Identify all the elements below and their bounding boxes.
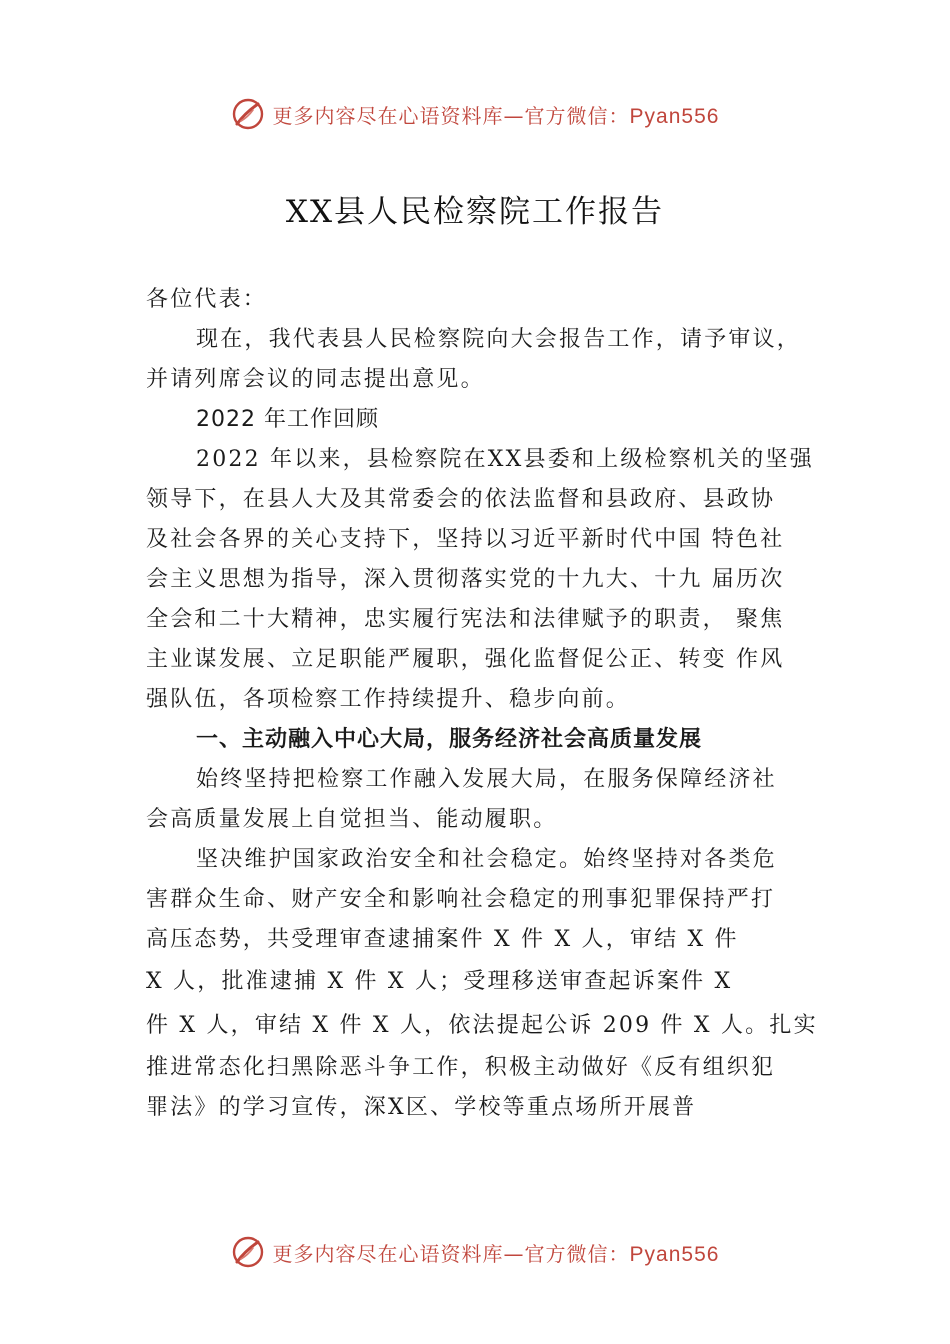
watermark-header bbox=[0, 94, 950, 134]
review-line: 主业谋发展、立足职能严履职，强化监督促公正、转变 作风 bbox=[146, 647, 785, 672]
section-one-line: 害群众生命、财产安全和影响社会稳定的刑事犯罪保持严打 bbox=[146, 887, 776, 912]
section-one-line: 高压态势，共受理审查逮捕案件 X 件 X 人，审结 X 件 bbox=[146, 927, 739, 952]
watermark-footer bbox=[0, 1232, 950, 1272]
intro-line: 现在，我代表县人民检察院向大会报告工作，请予审议， bbox=[196, 327, 802, 352]
document-body bbox=[146, 280, 826, 1128]
watermark-text: 更多内容尽在心语资料库—官方微信：Pyan556 bbox=[272, 1241, 720, 1266]
review-line: 会主义思想为指导，深入贯彻落实党的十九大、十九 届历次 bbox=[146, 567, 785, 592]
section-one-line: 始终坚持把检察工作融入发展大局，在服务保障经济社 bbox=[196, 767, 777, 792]
intro-line: 并请列席会议的同志提出意见。 bbox=[146, 367, 485, 392]
page-title: XX县人民检察院工作报告 bbox=[285, 194, 665, 230]
salutation: 各位代表： bbox=[146, 287, 268, 312]
section-heading-one: 一、主动融入中心大局，服务经济社会高质量发展 bbox=[196, 727, 703, 752]
section-one-line: X 人，批准逮捕 X 件 X 人；受理移送审查起诉案件 X bbox=[146, 969, 733, 994]
review-line: 及社会各界的关心支持下，坚持以习近平新时代中国 特色社 bbox=[146, 527, 785, 552]
brush-logo-icon bbox=[231, 1235, 265, 1269]
review-line: 领导下，在县人大及其常委会的依法监督和县政府、县政协 bbox=[146, 487, 776, 512]
section-one-line: 坚决维护国家政治安全和社会稳定。始终坚持对各类危 bbox=[196, 847, 777, 872]
review-line: 强队伍，各项检察工作持续提升、稳步向前。 bbox=[146, 687, 631, 712]
section-heading-review: 2022 年工作回顾 bbox=[196, 407, 379, 432]
review-line: 2022 年以来，县检察院在XX县委和上级检察机关的坚强 bbox=[196, 447, 814, 472]
section-one-line: 罪法》的学习宣传，深X区、学校等重点场所开展普 bbox=[146, 1095, 697, 1120]
section-one-line: 件 X 人，审结 X 件 X 人，依法提起公诉 209 件 X 人。扎实 bbox=[146, 1013, 818, 1038]
section-one-line: 推进常态化扫黑除恶斗争工作，积极主动做好《反有组织犯 bbox=[146, 1055, 776, 1080]
brush-logo-icon bbox=[231, 97, 265, 131]
review-line: 全会和二十大精神，忠实履行宪法和法律赋予的职责， 聚焦 bbox=[146, 607, 785, 632]
section-one-line: 会高质量发展上自觉担当、能动履职。 bbox=[146, 807, 558, 832]
watermark-text: 更多内容尽在心语资料库—官方微信：Pyan556 bbox=[272, 103, 720, 128]
